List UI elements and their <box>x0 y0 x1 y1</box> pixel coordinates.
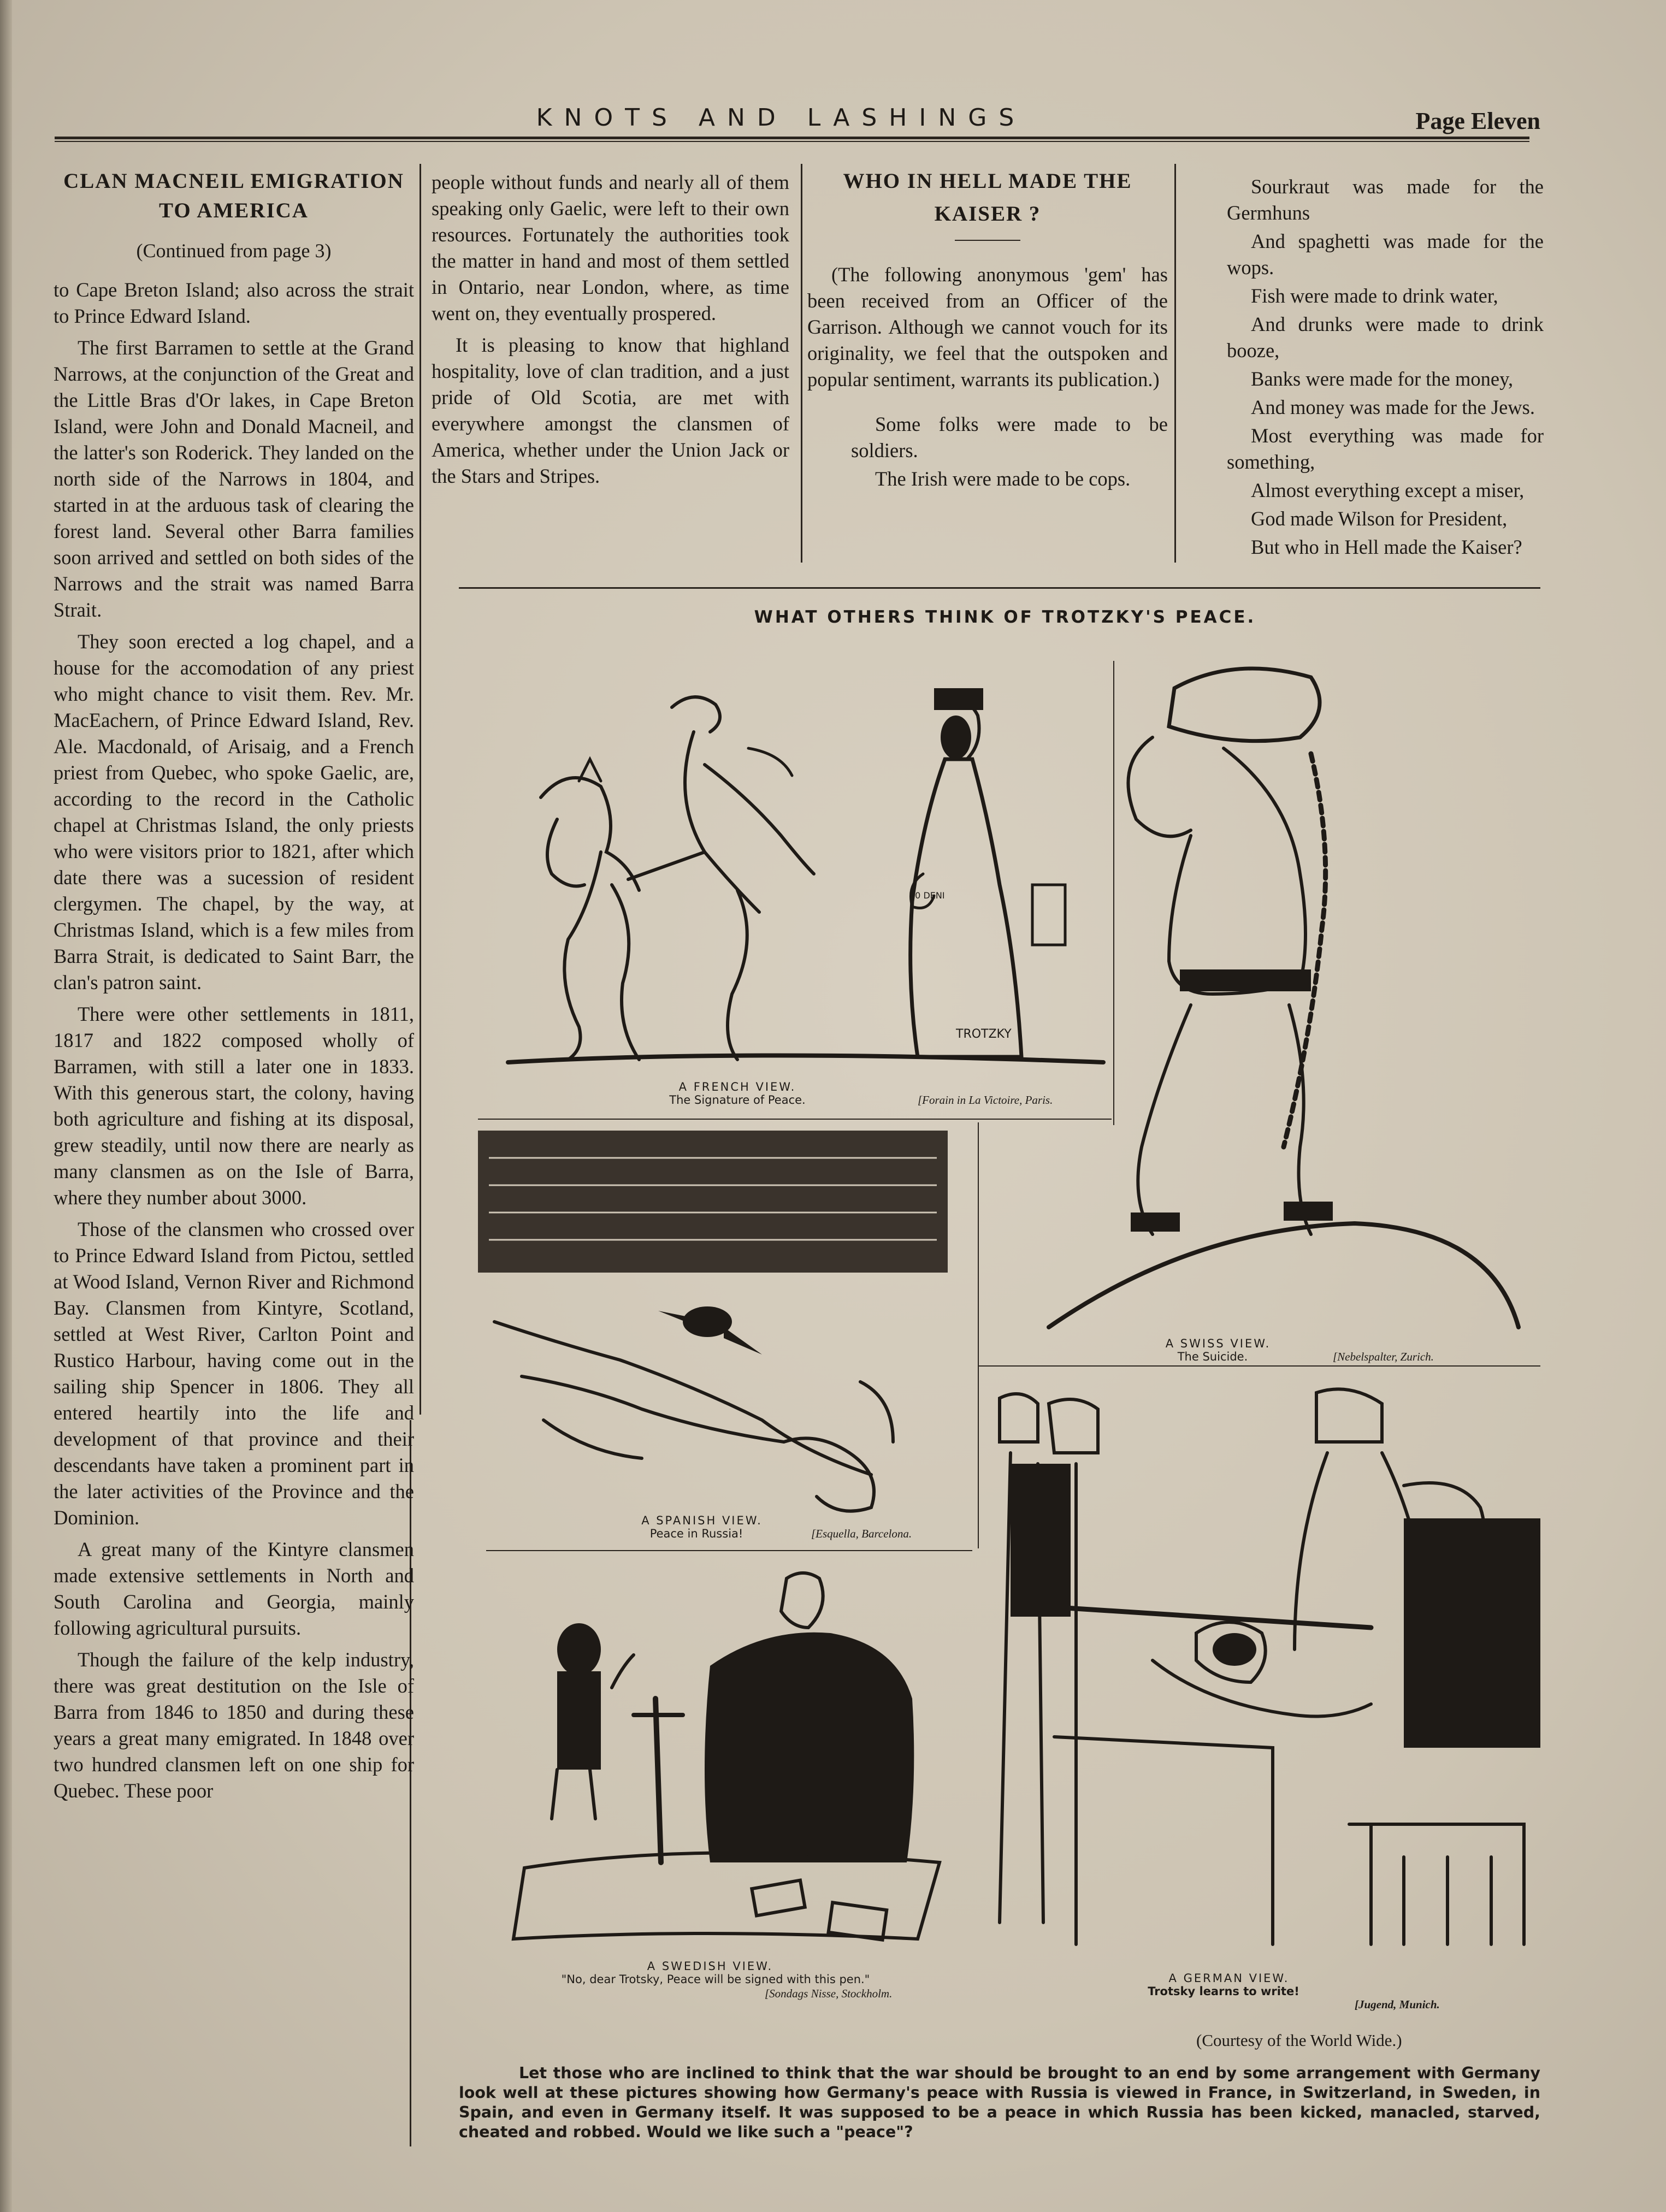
cartoon-swedish-view <box>481 1557 972 2010</box>
paragraph: Though the failure of the kelp industry, there was great destitution on the Isle of Barra from 1846 to 1850 and during these years a great many emigrated. In 1848 over two hundred clansmen left on one ship for Quebec. These poor <box>54 1648 414 1802</box>
article-title-2: KAISER ? <box>934 202 1041 226</box>
caption-swedish: A SWEDISH VIEW. <box>647 1960 773 1973</box>
paragraph: There were other settlements in 1811, 1817 and 1822 composed wholly of Barramen, with still a later one in 1833. With this generous start, the colony, having both agriculture and fishing at its disposal, grew steadily, until now there are nearly as many clansmen as on the Isle of Barra, where they number about 3000. <box>54 1003 414 1209</box>
column-rule-4 <box>1174 164 1176 563</box>
poem-line: Most everything was made for something, <box>1227 424 1544 473</box>
article-continuation <box>432 169 789 489</box>
caption-spanish: A SPANISH VIEW. <box>641 1514 763 1527</box>
subtitle-german: Trotsky learns to write! <box>1148 1985 1299 1998</box>
poem-line: Almost everything except a miser, <box>1251 479 1525 501</box>
header-rule <box>55 137 1529 139</box>
header-rule-thin <box>55 141 1529 142</box>
poem-line: But who in Hell made the Kaiser? <box>1251 536 1522 558</box>
paragraph: They soon erected a log chapel, and a house for the accomodation of any priest who might chance to visit them. Rev. Mr. MacEachern, of Prince Edward Island, Rev. Ale. Macdonald, of Arisaig, and a French priest from Quebec, who spoke Gaelic, are, according to the record in the Catholic chapel at Christmas Island, the only priests who were visitors prior to 1821, after which date there was a sucession of resident clergymen. The chapel, by the way, at Christmas Island, which is a few miles from Barra Strait, is dedicated to Saint Barr, the clan's patron saint. <box>54 630 414 993</box>
page-number: Page Eleven <box>1415 108 1540 134</box>
source-french: [Forain in La Victoire, Paris. <box>918 1093 1053 1107</box>
poem-line: God made Wilson for President, <box>1251 507 1508 530</box>
poem-line: Some folks were made to be soldiers. <box>851 413 1168 462</box>
poem-line: And spaghetti was made for the wops. <box>1227 230 1544 279</box>
source-german: [Jugend, Munich. <box>1355 1998 1440 2011</box>
subtitle-swiss: The Suicide. <box>1177 1350 1248 1363</box>
poem-line: The Irish were made to be cops. <box>875 468 1131 490</box>
poem-line: Sourkraut was made for the Germhuns <box>1227 175 1544 224</box>
poem-continuation <box>1183 174 1544 560</box>
article-title: CLAN MACNEIL EMIGRATION <box>63 169 404 193</box>
courtesy-line: (Courtesy of the World Wide.) <box>1196 2031 1402 2050</box>
paragraph: A great many of the Kintyre clansmen made extensive settlements in North and South Carolina and Georgia, mainly following agricultural pursuits. <box>54 1538 414 1639</box>
source-swedish: [Sondags Nisse, Stockholm. <box>765 1987 893 2000</box>
cartoon-spanish-view <box>478 1125 970 1546</box>
swiss-cartoon-illustration <box>1027 655 1546 1376</box>
cartoon-german-view <box>989 1376 1540 2015</box>
label-trotzky: TROTZKY <box>956 1027 1012 1041</box>
label-bag: 20 DENI <box>909 890 945 901</box>
poem-line: And drunks were made to drink booze, <box>1227 313 1544 362</box>
subtitle-french: The Signature of Peace. <box>669 1093 806 1107</box>
caption-swiss: A SWISS VIEW. <box>1165 1337 1271 1350</box>
page-edge-shadow <box>0 0 12 2212</box>
subtitle-spanish: Peace in Russia! <box>649 1527 743 1540</box>
subtitle-swedish: "No, dear Trotsky, Peace will be signed with this pen." <box>561 1973 870 1986</box>
poem-line: Banks were made for the money, <box>1251 368 1514 390</box>
source-swiss: [Nebelspalter, Zurich. <box>1333 1350 1434 1363</box>
paragraph: Those of the clansmen who crossed over to Prince Edward Island from Pictou, settled at Wood Island, Vernon River and Richmond Bay. Clansmen from Kintyre, Scotland, settled at West River, Carlton Point and Rustico Harbour, having come out in the sailing ship Spencer in 1806. They all entered heartily into the life and development of that province and their descendants have taken a prominent part in the later activities of the Province and the Dominion. <box>54 1218 414 1529</box>
source-spanish: [Esquella, Barcelona. <box>811 1527 912 1540</box>
panel-divider-h3 <box>486 1550 972 1551</box>
paragraph: to Cape Breton Island; also across the strait to Prince Edward Island. <box>54 279 414 327</box>
cartoon-commentary: Let those who are inclined to think that the war should be brought to an end by some arrangement with Germany look well at these pictures showing how Germany's peace with Russia is viewed in France, in Switzerland, in Sweden, in Spain, and even in Germany itself. It was supposed to be a peace in which Russia has been kicked, manacled, starved, cheated and robbed. Would we like such a "peace"? <box>459 2064 1540 2141</box>
cartoon-french-view <box>475 655 1109 1114</box>
continued-note: (Continued from page 3) <box>136 240 332 262</box>
spanish-cartoon-illustration <box>478 1125 970 1546</box>
caption-german: A GERMAN VIEW. <box>1168 1972 1290 1985</box>
cartoon-section-title: WHAT OTHERS THINK OF TROTZKY'S PEACE. <box>754 607 1256 627</box>
title-divider <box>955 240 1020 241</box>
panel-divider-h <box>478 1119 1112 1120</box>
paragraph: people without funds and nearly all of them speaking only Gaelic, were left to their own resources. Fortunately the authorities took the matter in hand and most of them settled in Ontario, near London, where, as time went on, they eventually prospered. <box>432 171 789 324</box>
cartoon-top-rule <box>459 587 1540 589</box>
column-rule-1 <box>420 164 421 1415</box>
french-cartoon-illustration <box>475 655 1109 1114</box>
paragraph: It is pleasing to know that highland hospitality, love of clan tradition, and a just pride of Old Scotia, are met with everywhere amongst the clansmen of America, whether under the Union Jack or the Stars and Stripes. <box>432 334 789 487</box>
poem-line: And money was made for the Jews. <box>1251 396 1535 418</box>
article-clan-macneil <box>54 167 414 1804</box>
swedish-cartoon-illustration <box>481 1557 972 2010</box>
article-kaiser <box>807 167 1168 492</box>
paragraph: The first Barramen to settle at the Grand Narrows, at the conjunction of the Great and the Little Bras d'Or lakes, in Cape Breton Island, were John and Donald Macneil, and the latter's son Roderick. They landed on the north side of the Narrows in 1804, and started in at the arduous task of clearing the forest land. Several other Barra families soon arrived and settled on both sides of the Narrows and the strait was named Barra Strait. <box>54 336 414 621</box>
panel-divider-v2 <box>978 1122 979 1548</box>
article-title: WHO IN HELL MADE THE <box>843 169 1132 193</box>
cartoon-swiss-view <box>1027 655 1546 1376</box>
intro-note: (The following anonymous 'gem' has been received from an Officer of the Garrison. Although we cannot vouch for its originality, we feel that the outspoken and popular sentiment, warrants its publication.) <box>807 263 1168 391</box>
masthead: KNOTS AND LASHINGS <box>536 104 1026 132</box>
poem-line: Fish were made to drink water, <box>1251 285 1498 307</box>
german-cartoon-illustration <box>989 1376 1540 2015</box>
article-title-2: TO AMERICA <box>159 199 309 222</box>
column-rule-3 <box>801 164 802 563</box>
caption-french: A FRENCH VIEW. <box>678 1080 796 1093</box>
